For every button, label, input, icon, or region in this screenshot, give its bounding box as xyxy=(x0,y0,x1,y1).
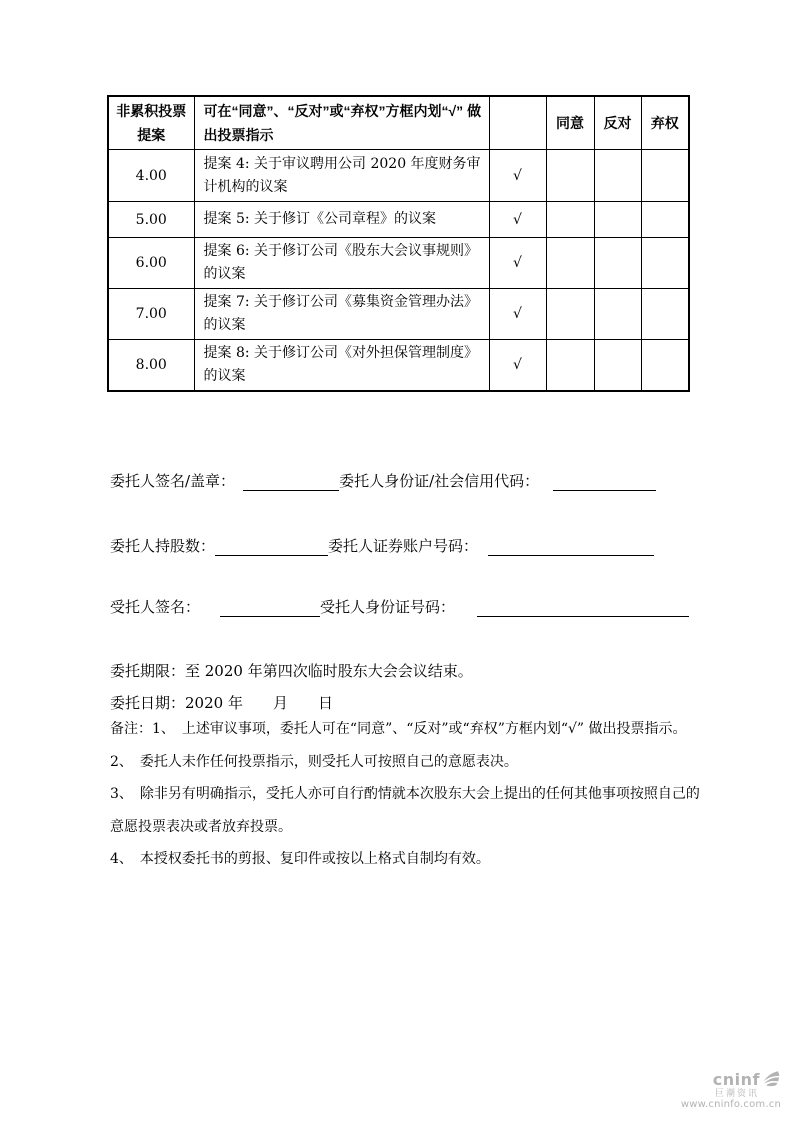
table-row xyxy=(108,150,689,202)
note-item: 3、 除非另有明确指示，受托人亦可自行酌情就本次股东大会上提出的任何其他事项按照自己的意愿投票表决或者放弃投票。 xyxy=(110,786,700,835)
oppose-checkbox-cell xyxy=(594,340,641,392)
proposal-description: 提案 4: 关于审议聘用公司 2020 年度财务审计机构的议案 xyxy=(194,150,489,202)
notes-section xyxy=(110,713,720,876)
principal-account-blank-line xyxy=(488,537,654,556)
oppose-checkbox-cell xyxy=(594,289,641,340)
proposal-number: 4.00 xyxy=(108,150,194,202)
vote-check-mark: √ xyxy=(489,150,546,202)
cninfo-brand-text: cninf xyxy=(712,1069,760,1089)
proposal-description: 提案 7: 关于修订公司《募集资金管理办法》的议案 xyxy=(194,289,489,340)
agent-id-label: 受托人身份证号码： xyxy=(320,598,456,616)
abstain-checkbox-cell xyxy=(641,202,689,238)
header-instruction-col: 可在“同意”、“反对”或“弃权”方框内划“√” 做出投票指示 xyxy=(194,96,489,150)
table-row xyxy=(108,238,689,289)
abstain-checkbox-cell xyxy=(641,238,689,289)
principal-sign-blank-line xyxy=(243,472,339,491)
agent-signature-row xyxy=(110,596,689,617)
abstain-checkbox-cell xyxy=(641,150,689,202)
proposal-number: 5.00 xyxy=(108,202,194,238)
cninfo-url: www.cninfo.com.cn xyxy=(680,1099,781,1111)
oppose-checkbox-cell xyxy=(594,202,641,238)
agree-checkbox-cell xyxy=(546,289,594,340)
principal-signature-row xyxy=(110,470,656,491)
agent-sign-label: 受托人签名： xyxy=(110,598,201,616)
agree-checkbox-cell xyxy=(546,340,594,392)
principal-sign-label: 委托人签名/盖章： xyxy=(110,472,236,490)
note-item: 4、 本授权委托书的剪报、复印件或按以上格式自制均有效。 xyxy=(110,851,490,867)
proposal-description: 提案 5: 关于修订《公司章程》的议案 xyxy=(194,202,489,238)
table-row xyxy=(108,340,689,392)
oppose-checkbox-cell xyxy=(594,238,641,289)
cninfo-brand-chinese: 巨潮资讯 xyxy=(714,1089,759,1099)
proposal-number: 6.00 xyxy=(108,238,194,289)
abstain-checkbox-cell xyxy=(641,289,689,340)
cninfo-swirl-icon xyxy=(761,1070,781,1090)
mandate-date-line: 委托日期：2020 年 月 日 xyxy=(110,694,333,712)
note-item: 备注：1、 上述审议事项，委托人可在“同意”、“反对”或“弃权”方框内划“√” 做出投票指示。 xyxy=(110,721,687,737)
header-agree-col: 同意 xyxy=(546,96,594,150)
vote-check-mark: √ xyxy=(489,340,546,392)
agree-checkbox-cell xyxy=(546,202,594,238)
proposal-number: 7.00 xyxy=(108,289,194,340)
proposal-description: 提案 6: 关于修订公司《股东大会议事规则》的议案 xyxy=(194,238,489,289)
voting-table xyxy=(107,95,690,392)
table-row xyxy=(108,289,689,340)
vote-check-mark: √ xyxy=(489,289,546,340)
vote-check-mark: √ xyxy=(489,202,546,238)
principal-id-blank-line xyxy=(553,472,656,491)
table-header-row xyxy=(108,96,689,150)
proposal-number: 8.00 xyxy=(108,340,194,392)
agree-checkbox-cell xyxy=(546,238,594,289)
header-mark-col xyxy=(489,96,546,150)
principal-shares-label: 委托人持股数： xyxy=(110,537,216,555)
agree-checkbox-cell xyxy=(546,150,594,202)
header-abstain-col: 弃权 xyxy=(641,96,689,150)
principal-shares-blank-line xyxy=(215,537,328,556)
oppose-checkbox-cell xyxy=(594,150,641,202)
agent-sign-blank-line xyxy=(220,598,320,617)
principal-id-label: 委托人身份证/社会信用代码： xyxy=(339,472,540,490)
note-item: 2、 委托人未作任何投票指示，则受托人可按照自己的意愿表决。 xyxy=(110,753,518,770)
cninfo-logo xyxy=(681,1070,781,1111)
vote-check-mark: √ xyxy=(489,238,546,289)
principal-account-label: 委托人证券账户号码： xyxy=(328,537,479,555)
agent-id-blank-line xyxy=(477,598,689,617)
proposal-description: 提案 8: 关于修订公司《对外担保管理制度》的议案 xyxy=(194,340,489,392)
table-row xyxy=(108,202,689,238)
header-oppose-col: 反对 xyxy=(594,96,641,150)
abstain-checkbox-cell xyxy=(641,340,689,392)
header-proposal-col: 非累积投票提案 xyxy=(108,96,194,150)
mandate-period-line: 委托期限：至 2020 年第四次临时股东大会会议结束。 xyxy=(110,662,473,680)
principal-holdings-row xyxy=(110,535,654,556)
